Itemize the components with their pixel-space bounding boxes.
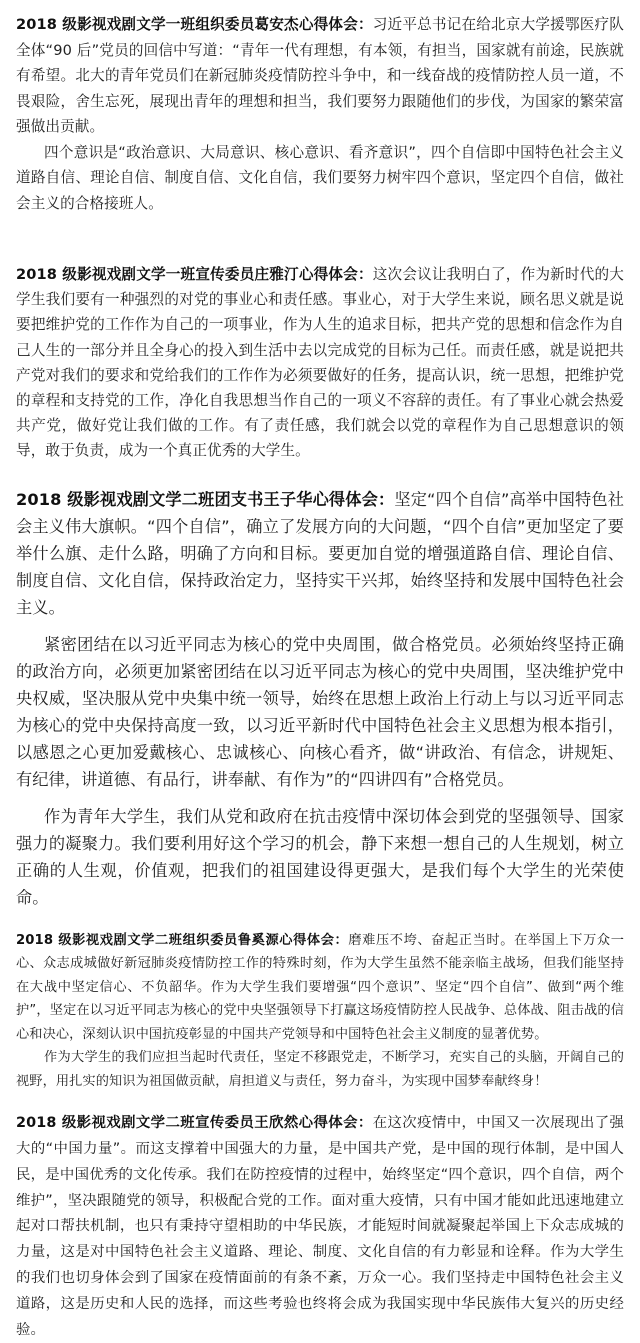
reflection-section-ge-anjie (16, 12, 624, 216)
paragraph (16, 12, 624, 140)
reflection-section-wang-zihua (16, 486, 624, 911)
paragraph-text: 作为青年大学生，我们从党和政府在抗击疫情中深切体会到党的坚强领导、国家强力的凝聚力。我们要利用好这个学习的机会，静下来想一想自己的人生规划，树立正确的人生观，价值观，把我们的祖国建设得更强大，是我们每个大学生的光荣使命。 (16, 806, 624, 907)
paragraph-text: 四个意识是“政治意识、大局意识、核心意识、看齐意识”，四个自信即中国特色社会主义道路自信、理论自信、制度自信、文化自信，我们要努力树牢四个意识，坚定四个自信，做社会主义的合格接班人。 (16, 143, 624, 212)
reflection-section-zhuang-yating (16, 262, 624, 464)
reflection-section-wang-xinran (16, 1111, 624, 1343)
paragraph (16, 1046, 624, 1093)
paragraph (16, 140, 624, 217)
paragraph (16, 929, 624, 1047)
section-lead: 2018 级影视戏剧文学一班组织委员葛安杰心得体会： (16, 16, 373, 33)
paragraph-text: 这次会议让我明白了，作为新时代的大学生我们要有一种强烈的对党的事业心和责任感。事业心，对于大学生来说，顾名思义就是说要把维护党的工作作为自己的一项事业，作为人生的追求目标，把共产党的思想和信念作为自己人生的一部分并且全身心的投入到生活中去以完成党的目标为己任。而责任感，就是说把共产党对我们的要求和党给我们的工作作为必须要做好的任务，提高认识，统一思想，把维护党的章程和支持党的工作，净化自我思想当作自己的一项义不容辞的责任。有了事业心就会热爱共产党，做好党让我们做的工作。有了责任感，我们就会以党的章程作为自己思想意识的领导，敢于负责，成为一个真正优秀的大学生。 (16, 266, 624, 460)
paragraph-text: 习近平总书记在给北京大学援鄂医疗队全体“90 后”党员的回信中写道：“青年一代有理想，有本领，有担当，国家就有前途，民族就有希望。北大的青年党员们在新冠肺炎疫情防控斗争中，和一线奋战的疫情防控人员一道，不畏艰险，舍生忘死，展现出青年的理想和担当，我们要努力跟随他们的步伐，为国家的繁荣富强做出贡献。 (16, 16, 624, 135)
paragraph (16, 262, 624, 464)
section-lead: 2018 级影视戏剧文学一班宣传委员庄雅汀心得体会： (16, 266, 373, 283)
section-lead: 2018 级影视戏剧文学二班宣传委员王欣然心得体会： (16, 1115, 373, 1132)
reflection-section-lu-xiyuan (16, 929, 624, 1094)
paragraph-text: 在这次疫情中，中国又一次展现出了强大的“中国力量”。而这支撑着中国强大的力量，是中国共产党，是中国的现行体制，是中国人民，是中国优秀的文化传承。我们在防控疫情的过程中，始终坚定“四个意识，四个自信，两个维护”，坚决跟随党的领导，积极配合党的工作。面对重大疫情，只有中国才能如此迅速地建立起对口帮扶机制，也只有秉持守望相助的中华民族，才能短时间就凝聚起举国上下众志成城的力量，这是对中国特色社会主义道路、理论、制度、文化自信的有力彰显和诠释。作为大学生的我们也切身体会到了国家在疫情面前的有条不紊，万众一心。我们坚持走中国特色社会主义道路，这是历史和人民的选择，而这些考验也终将会成为我国实现中华民族伟大复兴的历史经验。 (16, 1115, 624, 1338)
paragraph-text: 紧密团结在以习近平同志为核心的党中央周围，做合格党员。必须始终坚持正确的政治方向，必须更加紧密团结在以习近平同志为核心的党中央周围，坚决维护党中央权威，坚决服从党中央集中统一领导，始终在思想上政治上行动上与以习近平同志为核心的党中央保持高度一致，以习近平新时代中国特色社会主义思想为根本指引，以感恩之心更加爱戴核心、忠诚核心、向核心看齐，做“讲政治、有信念，讲规矩、有纪律，讲道德、有品行，讲奉献、有作为”的“四讲四有”合格党员。 (16, 634, 624, 789)
paragraph-text: 坚定“四个自信”高举中国特色社会主义伟大旗帜。“四个自信”，确立了发展方向的大问题，“四个自信”更加坚定了要举什么旗、走什么路，明确了方向和目标。要更加自觉的增强道路自信、理论自信、制度自信、文化自信，保持政治定力，坚持实干兴邦，始终坚持和发展中国特色社会主义。 (16, 489, 624, 617)
paragraph (16, 1111, 624, 1343)
paragraph-text: 磨难压不垮、奋起正当时。在举国上下万众一心、众志成城做好新冠肺炎疫情防控工作的特殊时刻，作为大学生虽然不能亲临主战场，但我们能坚持在大战中坚定信心、不负韶华。作为大学生我们要增强“四个意识”、坚定“四个自信”、做到“两个维护”，坚定在以习近平同志为核心的党中央坚强领导下打赢这场疫情防控人民战争、总体战、阻击战的信心和决心，深刻认识中国抗疫彰显的中国共产党领导和中国特色社会主义制度的显著优势。 (16, 932, 624, 1042)
paragraph-text: 作为大学生的我们应担当起时代责任，坚定不移跟党走，不断学习，充实自己的头脑，开阔自己的视野，用扎实的知识为祖国做贡献，肩担道义与责任，努力奋斗，为实现中国梦奉献终身！ (16, 1050, 624, 1089)
paragraph (16, 486, 624, 621)
paragraph (16, 631, 624, 793)
section-lead: 2018 级影视戏剧文学二班团支书王子华心得体会： (16, 489, 395, 509)
section-lead: 2018 级影视戏剧文学二班组织委员鲁奚源心得体会： (16, 932, 349, 948)
paragraph (16, 803, 624, 911)
